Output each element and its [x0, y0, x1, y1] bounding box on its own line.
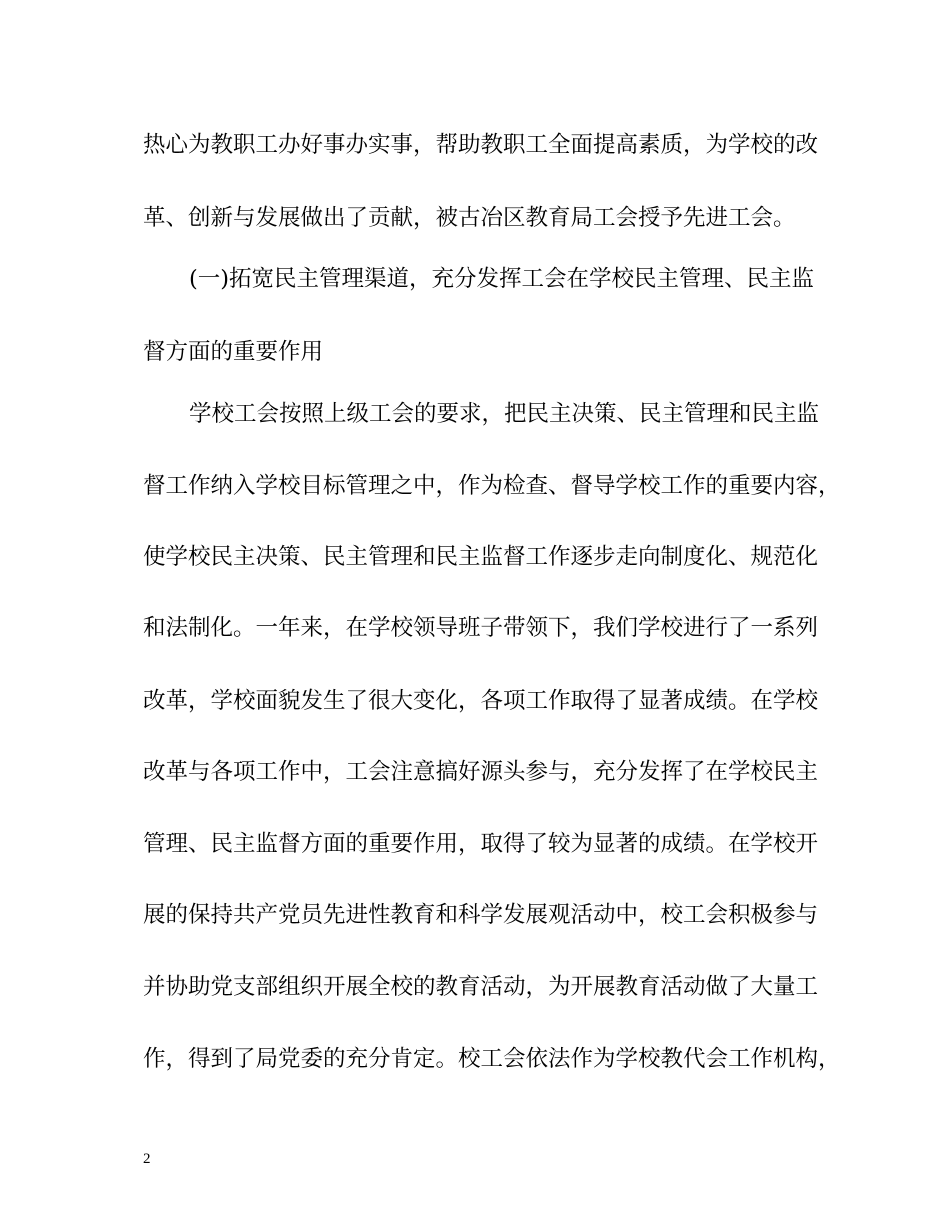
text-line: 并协助党支部组织开展全校的教育活动，为开展教育活动做了大量工: [143, 974, 819, 1000]
text-line: 热心为教职工办好事办实事，帮助教职工全面提高素质，为学校的改: [143, 132, 819, 158]
page-number: 2: [143, 1151, 151, 1167]
paragraph-first-line: 学校工会按照上级工会的要求，把民主决策、民主管理和民主监: [189, 401, 820, 427]
text-line: 使学校民主决策、民主管理和民主监督工作逐步走向制度化、规范化: [143, 544, 819, 570]
text-line: 革、创新与发展做出了贡献，被古冶区教育局工会授予先进工会。: [143, 205, 796, 231]
section-heading-line: 督方面的重要作用: [143, 339, 324, 365]
text-line: 和法制化。一年来，在学校领导班子带领下，我们学校进行了一系列: [143, 615, 819, 641]
text-line: 展的保持共产党员先进性教育和科学发展观活动中，校工会积极参与: [143, 902, 819, 928]
text-line: 改革，学校面貌发生了很大变化，各项工作取得了显著成绩。在学校: [143, 688, 819, 714]
text-line: 作，得到了局党委的充分肯定。校工会依法作为学校教代会工作机构，: [143, 1046, 841, 1072]
text-line: 督工作纳入学校目标管理之中，作为检查、督导学校工作的重要内容，: [143, 473, 841, 499]
text-line: 改革与各项工作中，工会注意搞好源头参与，充分发挥了在学校民主: [143, 759, 819, 785]
text-line: 管理、民主监督方面的重要作用，取得了较为显著的成绩。在学校开: [143, 831, 819, 857]
section-heading-line: (一)拓宽民主管理渠道，充分发挥工会在学校民主管理、民主监: [189, 266, 815, 292]
